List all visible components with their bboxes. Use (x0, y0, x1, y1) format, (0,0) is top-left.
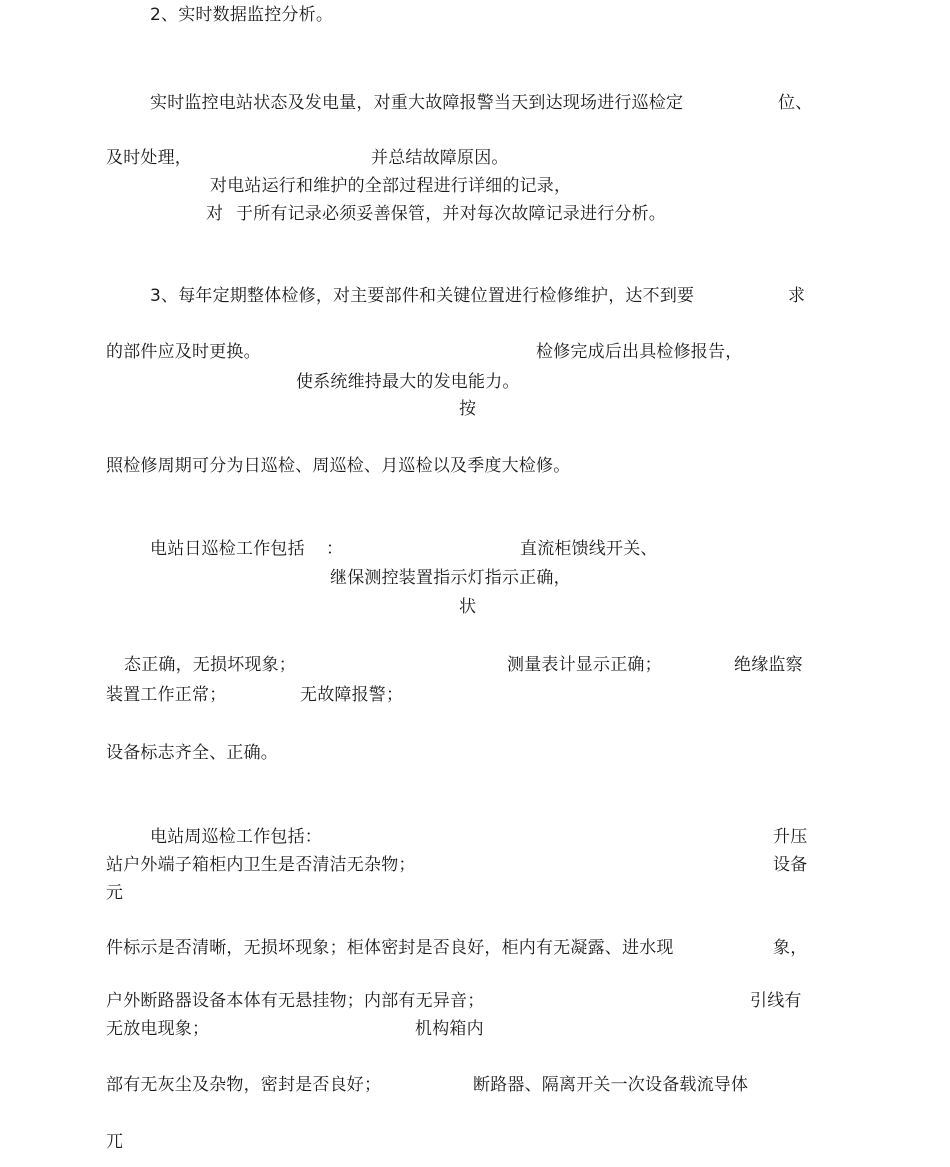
weekly-inspection-text-line: 象， (773, 938, 808, 958)
weekly-inspection-text-line: 元 (106, 883, 124, 903)
daily-inspection-text-line: 测量表计显示正确； (507, 655, 662, 675)
daily-inspection-text-line: 装置工作正常； (106, 685, 227, 705)
section-2-text-line: 实时监控电站状态及发电量，对重大故障报警当天到达现场进行巡检定 (150, 93, 684, 113)
section-2-text-line: 于所有记录必须妥善保管，并对每次故障记录进行分析。 (236, 204, 666, 224)
section-3-text-line: 3、每年定期整体检修，对主要部件和关键位置进行检修维护，达不到要 (150, 286, 695, 306)
daily-inspection-text-line: ： (326, 539, 344, 559)
weekly-inspection-text-line: 设备 (773, 855, 808, 875)
daily-inspection-text-line: 无故障报警； (300, 685, 404, 705)
daily-inspection-text-line: 绝缘监察 (734, 655, 803, 675)
section-2-text-line: 对电站运行和维护的全部过程进行详细的记录， (210, 176, 572, 196)
section-3-text-line: 照检修周期可分为日巡检、周巡检、月巡检以及季度大检修。 (106, 456, 571, 476)
weekly-inspection-text-line: 机构箱内 (415, 1019, 484, 1039)
daily-inspection-text-line: 继保测控装置指示灯指示正确， (330, 568, 571, 588)
weekly-inspection-text-line: 件标示是否清晰，无损坏现象；柜体密封是否良好，柜内有无凝露、进水现 (106, 938, 674, 958)
weekly-inspection-text-line: 引线有 (750, 991, 802, 1011)
section-3-text-line: 的部件应及时更换。 (106, 342, 261, 362)
daily-inspection-text-line: 态正确，无损坏现象； (124, 655, 296, 675)
weekly-inspection-text-line: 升压 (773, 827, 808, 847)
section-3-text-line: 使系统维持最大的发电能力。 (296, 372, 520, 392)
weekly-inspection-text-line: 部有无灰尘及杂物，密封是否良好； (106, 1075, 382, 1095)
daily-inspection-text-line: 直流柜馈线开关、 (520, 539, 658, 559)
section-2-text-line: 对 (206, 204, 224, 224)
daily-inspection-text-line: 状 (459, 597, 477, 617)
daily-inspection-text-line: 设备标志齐全、正确。 (106, 743, 278, 763)
section-3-text-line: 求 (788, 286, 806, 306)
weekly-inspection-text-line: 兀 (106, 1132, 124, 1152)
weekly-inspection-text-line: 户外断路器设备本体有无悬挂物；内部有无异音； (106, 991, 485, 1011)
weekly-inspection-text-line: 站户外端子箱柜内卫生是否清洁无杂物； (106, 855, 416, 875)
section-2-heading: 2、实时数据监控分析。 (150, 5, 334, 25)
section-3-text-line: 按 (459, 399, 477, 419)
section-2-text-line: 并总结故障原因。 (371, 148, 509, 168)
weekly-inspection-text-line: 电站周巡检工作包括： (150, 827, 322, 847)
section-2-text-line: 及时处理， (106, 148, 192, 168)
weekly-inspection-text-line: 断路器、隔离开关一次设备载流导体 (473, 1075, 749, 1095)
section-2-text-line: 位、 (778, 93, 813, 113)
weekly-inspection-text-line: 无放电现象； (106, 1019, 210, 1039)
daily-inspection-text-line: 电站日巡检工作包括 (150, 539, 305, 559)
section-3-text-line: 检修完成后出具检修报告， (536, 342, 743, 362)
